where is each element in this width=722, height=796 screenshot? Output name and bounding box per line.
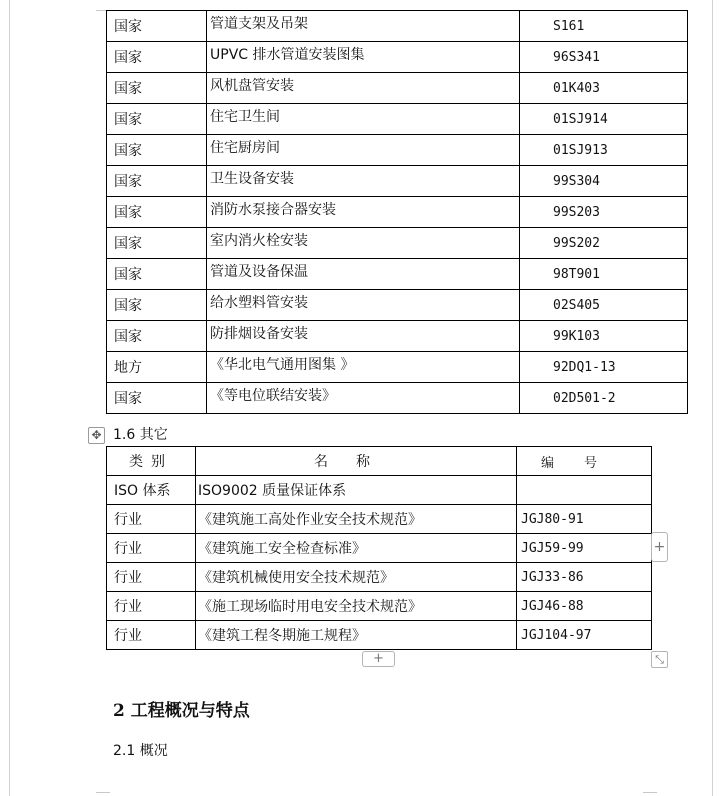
name-cell[interactable]: 管道及设备保温 — [207, 259, 520, 290]
name-cell[interactable]: 《建筑工程冬期施工规程》 — [196, 621, 517, 650]
table-header-row — [107, 447, 652, 476]
name-cell[interactable]: 风机盘管安装 — [207, 73, 520, 104]
category-cell[interactable]: 国家 — [107, 42, 207, 73]
table-row — [107, 534, 652, 563]
name-cell[interactable]: 《华北电气通用图集 》 — [207, 352, 520, 383]
name-cell[interactable]: 住宅卫生间 — [207, 104, 520, 135]
category-cell[interactable]: 国家 — [107, 321, 207, 352]
code-cell[interactable]: JGJ33-86 — [517, 563, 652, 592]
crop-mark — [96, 792, 110, 793]
crop-mark — [643, 792, 657, 793]
name-cell[interactable]: 《等电位联结安装》 — [207, 383, 520, 414]
table-row — [107, 621, 652, 650]
code-cell[interactable]: S161 — [520, 11, 688, 42]
category-cell[interactable]: 国家 — [107, 166, 207, 197]
table-row — [107, 563, 652, 592]
category-cell[interactable]: ISO 体系 — [107, 476, 196, 505]
table-row — [107, 104, 688, 135]
standards-table — [106, 10, 688, 414]
code-cell[interactable]: 99K103 — [520, 321, 688, 352]
category-cell[interactable]: 国家 — [107, 11, 207, 42]
code-cell[interactable]: 98T901 — [520, 259, 688, 290]
other-standards-table-body — [107, 476, 652, 650]
category-cell[interactable]: 国家 — [107, 259, 207, 290]
code-cell[interactable]: JGJ46-88 — [517, 592, 652, 621]
code-cell[interactable]: JGJ80-91 — [517, 505, 652, 534]
standards-table-body — [107, 11, 688, 414]
table-row — [107, 73, 688, 104]
name-cell[interactable]: 管道支架及吊架 — [207, 11, 520, 42]
name-cell[interactable]: 《施工现场临时用电安全技术规范》 — [196, 592, 517, 621]
code-cell[interactable]: JGJ104-97 — [517, 621, 652, 650]
code-cell[interactable]: 02S405 — [520, 290, 688, 321]
table-row — [107, 11, 688, 42]
name-cell[interactable]: UPVC 排水管道安装图集 — [207, 42, 520, 73]
header-code[interactable]: 编号 — [517, 447, 652, 476]
name-cell[interactable]: 《建筑施工安全检查标准》 — [196, 534, 517, 563]
code-cell[interactable]: 01K403 — [520, 73, 688, 104]
name-cell[interactable]: 住宅厨房间 — [207, 135, 520, 166]
name-cell[interactable]: 《建筑机械使用安全技术规范》 — [196, 563, 517, 592]
table-row — [107, 166, 688, 197]
code-cell[interactable]: JGJ59-99 — [517, 534, 652, 563]
name-cell[interactable]: 消防水泵接合器安装 — [207, 197, 520, 228]
code-cell[interactable]: 99S203 — [520, 197, 688, 228]
code-cell[interactable]: 92DQ1-13 — [520, 352, 688, 383]
category-cell[interactable]: 行业 — [107, 505, 196, 534]
category-cell[interactable]: 国家 — [107, 228, 207, 259]
category-cell[interactable]: 行业 — [107, 563, 196, 592]
table-row — [107, 290, 688, 321]
code-cell[interactable]: 01SJ914 — [520, 104, 688, 135]
add-column-button[interactable]: + — [651, 532, 668, 562]
category-cell[interactable]: 国家 — [107, 383, 207, 414]
table-row — [107, 321, 688, 352]
name-cell[interactable]: 防排烟设备安装 — [207, 321, 520, 352]
category-cell[interactable]: 国家 — [107, 197, 207, 228]
code-cell[interactable]: 99S304 — [520, 166, 688, 197]
name-cell[interactable]: 卫生设备安装 — [207, 166, 520, 197]
table-row — [107, 592, 652, 621]
code-cell[interactable]: 96S341 — [520, 42, 688, 73]
table-row — [107, 197, 688, 228]
category-cell[interactable]: 国家 — [107, 290, 207, 321]
name-cell[interactable]: ISO9002 质量保证体系 — [196, 476, 517, 505]
name-cell[interactable]: 给水塑料管安装 — [207, 290, 520, 321]
heading-2: 2 工程概况与特点 — [113, 701, 250, 721]
name-cell[interactable]: 室内消火栓安装 — [207, 228, 520, 259]
category-cell[interactable]: 国家 — [107, 135, 207, 166]
page-left-edge — [9, 0, 10, 796]
table-row — [107, 259, 688, 290]
page-right-edge — [712, 0, 713, 796]
table-row — [107, 476, 652, 505]
table-row — [107, 42, 688, 73]
category-cell[interactable]: 行业 — [107, 534, 196, 563]
table-row — [107, 135, 688, 166]
category-cell[interactable]: 国家 — [107, 104, 207, 135]
category-cell[interactable]: 行业 — [107, 621, 196, 650]
table-resize-handle[interactable]: ⤡ — [651, 651, 668, 668]
table-row — [107, 352, 688, 383]
table-move-handle[interactable]: ✥ — [88, 427, 105, 444]
section-2-1-title: 2.1 概况 — [113, 743, 168, 759]
header-name[interactable]: 名称 — [196, 447, 517, 476]
category-cell[interactable]: 国家 — [107, 73, 207, 104]
code-cell[interactable] — [517, 476, 652, 505]
table-row — [107, 228, 688, 259]
add-row-button[interactable]: + — [362, 651, 395, 667]
code-cell[interactable]: 02D501-2 — [520, 383, 688, 414]
table-row — [107, 505, 652, 534]
category-cell[interactable]: 地方 — [107, 352, 207, 383]
section-1-6-title: 1.6 其它 — [113, 427, 168, 443]
other-standards-table — [106, 446, 652, 650]
header-category[interactable]: 类别 — [107, 447, 196, 476]
table-row — [107, 383, 688, 414]
code-cell[interactable]: 01SJ913 — [520, 135, 688, 166]
category-cell[interactable]: 行业 — [107, 592, 196, 621]
name-cell[interactable]: 《建筑施工高处作业安全技术规范》 — [196, 505, 517, 534]
code-cell[interactable]: 99S202 — [520, 228, 688, 259]
